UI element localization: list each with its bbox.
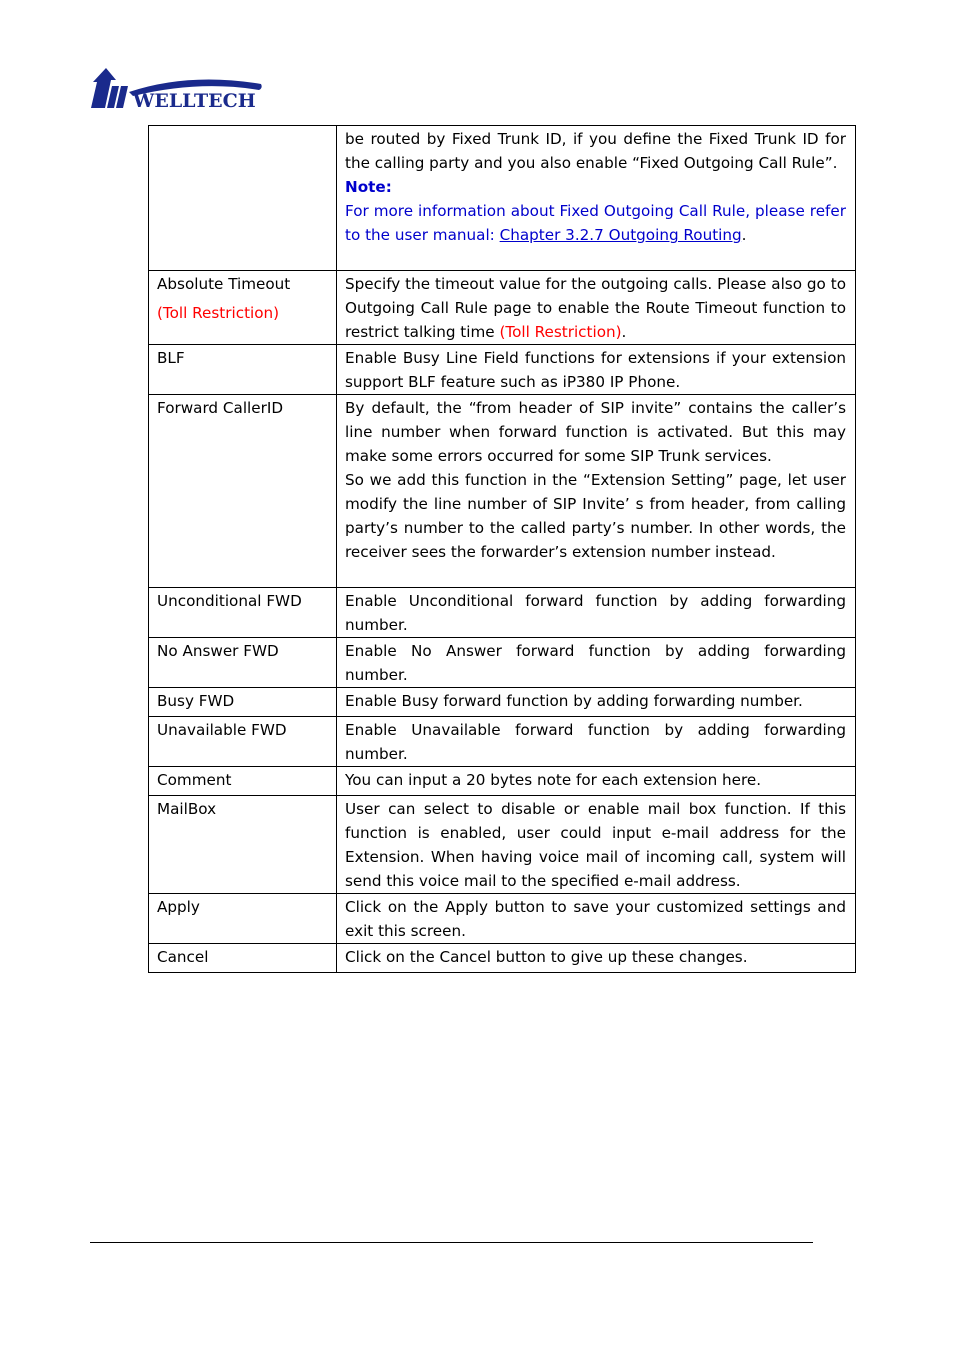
table-row	[149, 126, 856, 271]
field-name: Comment	[149, 767, 337, 796]
field-name: Apply	[149, 894, 337, 944]
note-label: Note:	[345, 178, 392, 196]
field-description: Enable Busy Line Field functions for extensions if your extension support BLF feature such as iP380 IP Phone.	[337, 345, 856, 395]
field-name: BLF	[149, 345, 337, 395]
field-label-sub: (Toll Restriction)	[157, 304, 280, 322]
field-description: Click on the Apply button to save your customized settings and exit this screen.	[337, 894, 856, 944]
note-body: For more information about Fixed Outgoing Call Rule, please refer to the user manual:	[345, 202, 846, 244]
table-row	[149, 717, 856, 767]
field-description: Enable Busy forward function by adding forwarding number.	[337, 688, 856, 717]
field-description	[337, 271, 856, 345]
field-name	[149, 126, 337, 271]
table-row	[149, 944, 856, 973]
field-name: Unavailable FWD	[149, 717, 337, 767]
field-description: Click on the Cancel button to give up these changes.	[337, 944, 856, 973]
table-row	[149, 638, 856, 688]
welltech-logo	[89, 66, 265, 110]
field-description: You can input a 20 bytes note for each extension here.	[337, 767, 856, 796]
field-name: Busy FWD	[149, 688, 337, 717]
description-end: .	[621, 323, 627, 341]
field-name: Unconditional FWD	[149, 588, 337, 638]
table-row	[149, 688, 856, 717]
description-text: be routed by Fixed Trunk ID, if you define the Fixed Trunk ID for the calling party and you also enable “Fixed Outgoing Call Rule”.	[345, 130, 846, 172]
field-label: Absolute Timeout	[157, 275, 291, 293]
extension-settings-table	[148, 125, 856, 973]
field-description: Enable Unconditional forward function by adding forwarding number.	[337, 588, 856, 638]
note-text	[345, 199, 846, 247]
field-name	[149, 271, 337, 345]
table-row	[149, 767, 856, 796]
table-row	[149, 796, 856, 894]
description-text: By default, the “from header of SIP invite” contains the caller’s line number when forward function is activated. But this may make some errors occurred for some SIP Trunk services.	[345, 399, 846, 465]
field-name: Cancel	[149, 944, 337, 973]
chapter-link[interactable]: Chapter 3.2.7 Outgoing Routing	[499, 226, 742, 244]
footer-divider	[90, 1242, 813, 1243]
field-name: Forward CallerID	[149, 395, 337, 588]
note-period: .	[741, 226, 747, 244]
description-text-2: So we add this function in the “Extension Setting” page, let user modify the line number of SIP Invite’ s from header, from calling party’s number to the called party’s number. In other words, the receiver sees the forwarder’s extension number instead.	[345, 471, 846, 561]
field-description	[337, 126, 856, 271]
welltech-logo-mark	[89, 66, 265, 110]
table-row	[149, 345, 856, 395]
description-text: Specify the timeout value for the outgoing calls. Please also go to Outgoing Call Rule page to enable the Route Timeout function to restrict talking time	[345, 275, 846, 341]
field-description: Enable No Answer forward function by adding forwarding number.	[337, 638, 856, 688]
field-name: MailBox	[149, 796, 337, 894]
field-description: User can select to disable or enable mail box function. If this function is enabled, user could input e-mail address for the Extension. When having voice mail of incoming call, system will send this voice mail to the specified e-mail address.	[337, 796, 856, 894]
description-red: (Toll Restriction)	[499, 323, 622, 341]
field-description	[337, 395, 856, 588]
field-name: No Answer FWD	[149, 638, 337, 688]
logo-wordmark: WELLTECH	[133, 90, 256, 110]
table-row	[149, 271, 856, 345]
table-row	[149, 395, 856, 588]
field-description: Enable Unavailable forward function by adding forwarding number.	[337, 717, 856, 767]
table-row	[149, 588, 856, 638]
table-row	[149, 894, 856, 944]
